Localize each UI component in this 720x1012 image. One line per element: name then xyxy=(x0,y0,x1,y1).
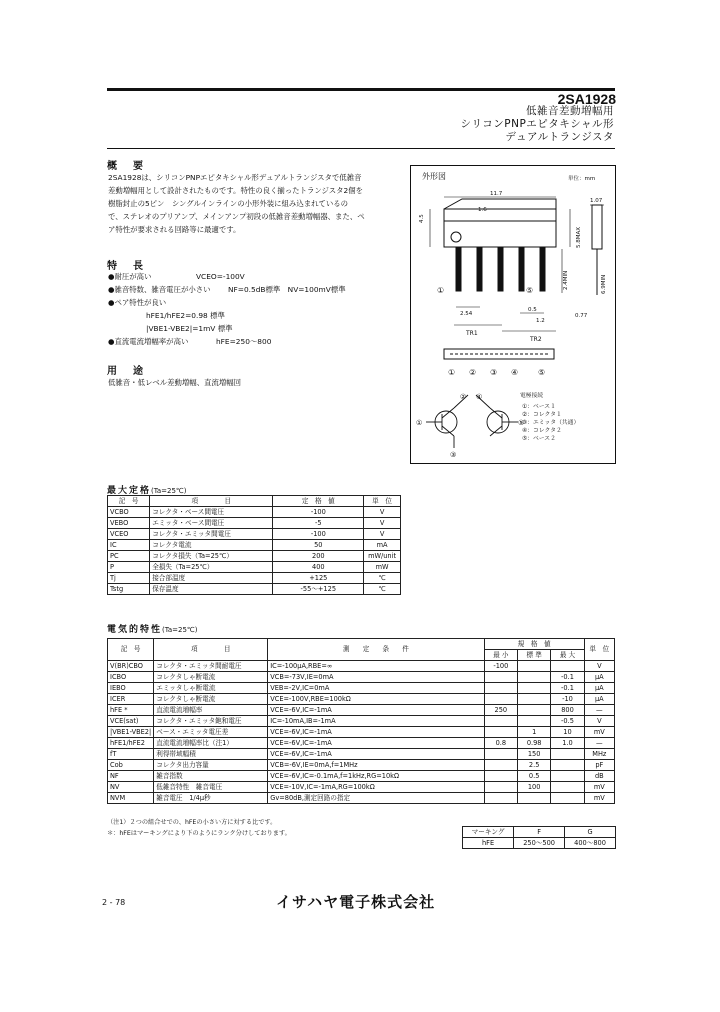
item-cell: コレクタ・エミッタ間電圧 xyxy=(150,529,273,540)
dim-label: 11.7 xyxy=(490,191,503,197)
symbol-cell: NV xyxy=(108,782,154,793)
value-cell: 200 xyxy=(273,551,364,562)
unit-cell: dB xyxy=(584,771,614,782)
table-row xyxy=(108,749,615,760)
max-cell: -0.5 xyxy=(551,716,584,727)
page-number: 2 - 78 xyxy=(102,898,126,907)
pin-legend-item: ①：ベース１ xyxy=(522,404,556,410)
feature-item xyxy=(108,296,408,309)
feature-item xyxy=(108,309,408,322)
table-row xyxy=(108,551,401,562)
column-header: 項 目 xyxy=(154,639,268,661)
typ-cell: 0.98 xyxy=(518,738,551,749)
symbol-cell: Tstg xyxy=(108,584,150,595)
symbol-cell: hFE1/hFE2 xyxy=(108,738,154,749)
max-cell xyxy=(551,771,584,782)
unit-cell: mV xyxy=(584,727,614,738)
typ-cell xyxy=(518,716,551,727)
overview-text xyxy=(108,171,408,236)
outline-heading: 外形図 xyxy=(422,172,446,181)
typ-cell xyxy=(518,661,551,672)
note-line: （注1）２つの組合せでの、hFEの小さい方に対する比です。 xyxy=(107,819,277,826)
column-header: 記 号 xyxy=(108,496,150,507)
max-cell: -0.1 xyxy=(551,672,584,683)
item-cell: 直流電流増幅率比（注1） xyxy=(154,738,268,749)
feature-item xyxy=(108,322,408,335)
unit-cell: V xyxy=(364,529,401,540)
symbol-cell: |VBE1-VBE2| xyxy=(108,727,154,738)
overview-line: 2SA1928は、シリコンPNPエピタキシャル形デュアルトランジスタで低雑音 xyxy=(108,173,362,182)
condition-cell: IC=-100μA,RBE=∞ xyxy=(268,661,484,672)
symbol-cell: IEBO xyxy=(108,683,154,694)
company-name: イサハヤ電子株式会社 xyxy=(276,893,436,911)
notes xyxy=(107,817,291,839)
pin-number: ⑤ xyxy=(538,368,546,377)
max-cell: -0.1 xyxy=(551,683,584,694)
table-header-row xyxy=(108,639,615,650)
symbol-cell: ICBO xyxy=(108,672,154,683)
min-cell xyxy=(484,683,517,694)
max-cell: 10 xyxy=(551,727,584,738)
table-row xyxy=(108,793,615,804)
item-cell: コレクタ電流 xyxy=(150,540,273,551)
pin-number: ② xyxy=(469,368,477,377)
features-list xyxy=(108,270,408,348)
marking-cell: 400〜800 xyxy=(565,838,616,849)
sub-column-header: 最 大 xyxy=(551,650,584,661)
feature-item xyxy=(108,335,408,348)
value-cell: -5 xyxy=(273,518,364,529)
condition-cell: VCE=-6V,IC=-0.1mA,f=1kHz,RG=10kΩ xyxy=(268,771,484,782)
unit-cell: pF xyxy=(584,760,614,771)
transistor-symbols xyxy=(426,395,518,448)
max-cell xyxy=(551,661,584,672)
overview-heading: 概 要 xyxy=(107,161,146,172)
symbol-cell: VCE(sat) xyxy=(108,716,154,727)
header-rule-bottom xyxy=(107,148,615,149)
max-cell xyxy=(551,782,584,793)
unit-cell: V xyxy=(364,518,401,529)
electrical-condition: (Ta=25℃) xyxy=(162,626,198,634)
unit-cell: MHz xyxy=(584,749,614,760)
outline-unit: 単位：mm xyxy=(568,176,596,182)
condition-cell: VCB=-6V,IE=0mA,f=1MHz xyxy=(268,760,484,771)
typ-cell xyxy=(518,694,551,705)
bottom-view xyxy=(444,349,554,359)
value-cell: -55〜+125 xyxy=(273,584,364,595)
item-cell: 雑音指数 xyxy=(154,771,268,782)
marking-table xyxy=(462,826,616,849)
feature-item xyxy=(108,283,408,296)
column-header: F xyxy=(514,827,565,838)
table-row xyxy=(108,573,401,584)
condition-cell: VCE=-6V,IC=-1mA xyxy=(268,705,484,716)
symbol-cell: IC xyxy=(108,540,150,551)
unit-cell: mA xyxy=(364,540,401,551)
column-header: 測 定 条 件 xyxy=(268,639,484,661)
column-header: 定 格 値 xyxy=(273,496,364,507)
unit-cell: ℃ xyxy=(364,584,401,595)
item-cell: コレクタ・エミッタ飽和電圧 xyxy=(154,716,268,727)
min-cell xyxy=(484,782,517,793)
subtitle xyxy=(461,105,615,144)
column-header: マーキング xyxy=(463,827,514,838)
symbol-cell: NVM xyxy=(108,793,154,804)
condition-cell: IC=-10mA,IB=-1mA xyxy=(268,716,484,727)
feature-label: ●ペア特性が良い xyxy=(108,298,167,307)
max-cell xyxy=(551,749,584,760)
min-cell xyxy=(484,793,517,804)
overview-line: 差動増幅用として設計されたものです。特性の良く揃ったトランジスタ2個を xyxy=(108,186,363,195)
unit-cell: ℃ xyxy=(364,573,401,584)
tr-label: TR2 xyxy=(530,336,542,343)
item-cell: コレクタ損失（Ta=25℃） xyxy=(150,551,273,562)
note-line: ＊：hFEはマーキングにより下のようにランク分けしております。 xyxy=(107,830,291,837)
feature-item xyxy=(108,270,408,283)
table-row xyxy=(108,661,615,672)
dim-label: 2.4MIN xyxy=(563,270,569,290)
max-ratings-condition: (Ta=25℃) xyxy=(151,487,187,495)
item-cell: 全損失（Ta=25℃） xyxy=(150,562,273,573)
pin-legend xyxy=(520,391,579,442)
dim-label: 4.5 xyxy=(419,214,425,223)
table-row xyxy=(108,672,615,683)
feature-label: ●雑音特数、雑音電圧が小さい xyxy=(108,285,211,294)
min-cell: 0.8 xyxy=(484,738,517,749)
min-cell xyxy=(484,749,517,760)
part-number: 2SA1928 xyxy=(557,91,616,107)
unit-cell: — xyxy=(584,738,614,749)
table-row xyxy=(108,760,615,771)
symbol-cell: Cob xyxy=(108,760,154,771)
dim-label: 1.07 xyxy=(590,198,603,204)
tr-label: TR1 xyxy=(466,330,478,337)
electrical-title xyxy=(107,622,198,635)
dim-label: 6.9MIN xyxy=(601,274,607,294)
pin-legend-item: ⑤：ベース２ xyxy=(522,436,556,442)
column-header: 規 格 値 xyxy=(484,639,584,650)
marking-cell: 250〜500 xyxy=(514,838,565,849)
item-cell: コレクタ・エミッタ間耐電圧 xyxy=(154,661,268,672)
pin-legend-title: 電極接続 xyxy=(520,393,544,399)
item-cell: ベース・エミッタ電圧差 xyxy=(154,727,268,738)
applications-text: 低雑音・低レベル差動増幅、直流増幅回 xyxy=(108,378,242,387)
unit-cell: μA xyxy=(584,694,614,705)
symbol-cell: VEBO xyxy=(108,518,150,529)
max-ratings-heading: 最大定格 xyxy=(107,486,152,496)
subtitle-line: デュアルトランジスタ xyxy=(505,131,614,143)
table-row xyxy=(108,683,615,694)
item-cell: 直流電流増幅率 xyxy=(154,705,268,716)
column-header: 単 位 xyxy=(584,639,614,661)
typ-cell: 1 xyxy=(518,727,551,738)
symbol-cell: Tj xyxy=(108,573,150,584)
typ-cell xyxy=(518,683,551,694)
table-row xyxy=(108,771,615,782)
table-row xyxy=(108,694,615,705)
typ-cell: 150 xyxy=(518,749,551,760)
column-header: 記 号 xyxy=(108,639,154,661)
max-ratings-table xyxy=(107,495,401,595)
pin-number: ① xyxy=(437,286,445,295)
item-cell: 利得帯域幅積 xyxy=(154,749,268,760)
min-cell: -100 xyxy=(484,661,517,672)
item-cell: 低雑音特性 雑音電圧 xyxy=(154,782,268,793)
unit-cell: μA xyxy=(584,683,614,694)
item-cell: エミッタ・ベース間電圧 xyxy=(150,518,273,529)
item-cell: 雑音電圧 1/4μ秒 xyxy=(154,793,268,804)
table-row xyxy=(108,562,401,573)
unit-cell: μA xyxy=(584,672,614,683)
min-cell xyxy=(484,771,517,782)
min-cell xyxy=(484,694,517,705)
min-cell xyxy=(484,672,517,683)
min-cell xyxy=(484,716,517,727)
feature-value: hFE1/hFE2=0.98 標準 xyxy=(146,311,225,320)
marking-cell: hFE xyxy=(463,838,514,849)
column-header: G xyxy=(565,827,616,838)
symbol-cell: PC xyxy=(108,551,150,562)
unit-cell: mV xyxy=(584,782,614,793)
pin-number: ⑤ xyxy=(526,286,534,295)
pin-number: ② xyxy=(460,393,467,401)
min-cell: 250 xyxy=(484,705,517,716)
feature-value: hFE=250〜800 xyxy=(216,337,272,346)
condition-cell: VCE=-6V,IC=-1mA xyxy=(268,749,484,760)
symbol-cell: hFE * xyxy=(108,705,154,716)
bottom-pin-numbers xyxy=(448,368,545,377)
condition-cell: VEB=-2V,IC=0mA xyxy=(268,683,484,694)
symbol-cell: NF xyxy=(108,771,154,782)
item-cell: エミッタしゃ断電流 xyxy=(154,683,268,694)
table-row xyxy=(108,727,615,738)
electrical-heading: 電気的特性 xyxy=(107,625,163,635)
applications-heading: 用 途 xyxy=(107,366,146,377)
table-row xyxy=(108,529,401,540)
pin-number: ③ xyxy=(450,451,457,459)
tr-labels xyxy=(465,330,542,343)
table-row xyxy=(108,507,401,518)
min-cell xyxy=(484,727,517,738)
table-row xyxy=(463,838,616,849)
typ-cell xyxy=(518,672,551,683)
condition-cell: VCE=-6V,IC=-1mA xyxy=(268,738,484,749)
item-cell: コレクタ・ベース間電圧 xyxy=(150,507,273,518)
symbol-cell: fT xyxy=(108,749,154,760)
dim-label: 2.54 xyxy=(460,311,473,317)
table-row xyxy=(108,584,401,595)
condition-cell: VCE=-10V,IC=-1mA,RG=100kΩ xyxy=(268,782,484,793)
max-cell: -10 xyxy=(551,694,584,705)
symbol-cell: VCBO xyxy=(108,507,150,518)
unit-cell: mW xyxy=(364,562,401,573)
feature-value: VCEO=-100V xyxy=(196,272,245,281)
sub-column-header: 最 小 xyxy=(484,650,517,661)
dim-label: 1.2 xyxy=(536,318,545,324)
symbol-cell: V(BR)CBO xyxy=(108,661,154,672)
condition-cell: VCE=-6V,IC=-1mA xyxy=(268,727,484,738)
feature-label: ●直流電流増幅率が高い xyxy=(108,337,189,346)
subtitle-line: シリコンPNPエピタキシャル形 xyxy=(460,118,614,130)
feature-label: ●耐圧が高い xyxy=(108,272,152,281)
pin-legend-item: ③：エミッタ（共通） xyxy=(522,420,580,426)
pin-number: ① xyxy=(448,368,456,377)
pin-number: ③ xyxy=(490,368,498,377)
header-rule-top xyxy=(107,88,615,91)
unit-cell: mV xyxy=(584,793,614,804)
min-cell xyxy=(484,760,517,771)
dimension-labels xyxy=(419,191,607,324)
item-cell: コレクタ出力容量 xyxy=(154,760,268,771)
unit-cell: V xyxy=(584,661,614,672)
overview-line: 樹脂封止の5ピン シングルインラインの小形外装に組み込まれているの xyxy=(108,199,349,208)
overview-line: で、ステレオのプリアンプ、メインアンプ初段の低雑音差動増幅器、また、ペ xyxy=(108,212,365,221)
pin-number: ④ xyxy=(476,393,483,401)
feature-value: |VBE1-VBE2|=1mV 標準 xyxy=(146,324,233,333)
table-header-row xyxy=(108,496,401,507)
package-body xyxy=(444,199,556,247)
features-heading: 特 長 xyxy=(107,261,146,272)
value-cell: +125 xyxy=(273,573,364,584)
condition-cell: VCE=-100V,RBE=100kΩ xyxy=(268,694,484,705)
value-cell: 50 xyxy=(273,540,364,551)
table-row xyxy=(108,705,615,716)
item-cell: 保存温度 xyxy=(150,584,273,595)
pin-legend-item: ②：コレクタ１ xyxy=(522,412,562,418)
value-cell: -100 xyxy=(273,507,364,518)
max-cell: 800 xyxy=(551,705,584,716)
unit-cell: V xyxy=(584,716,614,727)
symbol-cell: ICER xyxy=(108,694,154,705)
outline-drawing xyxy=(410,165,614,462)
unit-cell: V xyxy=(364,507,401,518)
feature-value: NF=0.5dB標準 NV=100mV標準 xyxy=(228,285,346,294)
unit-cell: mW/unit xyxy=(364,551,401,562)
dim-label: 1.6 xyxy=(478,207,487,213)
column-header: 単 位 xyxy=(364,496,401,507)
sub-column-header: 標 準 xyxy=(518,650,551,661)
item-cell: 接合部温度 xyxy=(150,573,273,584)
electrical-table xyxy=(107,638,615,804)
typ-cell xyxy=(518,793,551,804)
typ-cell xyxy=(518,705,551,716)
pin-number: ① xyxy=(416,419,423,427)
max-cell: 1.0 xyxy=(551,738,584,749)
dim-label: 0.5 xyxy=(528,307,537,313)
value-cell: -100 xyxy=(273,529,364,540)
subtitle-line: 低雑音差動増幅用 xyxy=(526,105,614,117)
typ-cell: 0.5 xyxy=(518,771,551,782)
item-cell: コレクタしゃ断電流 xyxy=(154,672,268,683)
table-row xyxy=(108,540,401,551)
table-row xyxy=(108,782,615,793)
typ-cell: 100 xyxy=(518,782,551,793)
pin-number: ⑤ xyxy=(518,419,525,427)
dim-label: 0.77 xyxy=(575,313,588,319)
max-cell xyxy=(551,793,584,804)
symbol-cell: VCEO xyxy=(108,529,150,540)
item-cell: コレクタしゃ断電流 xyxy=(154,694,268,705)
pin-number: ④ xyxy=(511,368,519,377)
max-cell xyxy=(551,760,584,771)
overview-line: ア特性が要求される回路等に最適です。 xyxy=(108,225,241,234)
typ-cell: 2.5 xyxy=(518,760,551,771)
unit-cell: — xyxy=(584,705,614,716)
condition-cell: Gv=80dB,測定回路の指定 xyxy=(268,793,484,804)
table-row xyxy=(108,738,615,749)
table-header-row xyxy=(463,827,616,838)
condition-cell: VCB=-73V,IE=0mA xyxy=(268,672,484,683)
column-header: 項 目 xyxy=(150,496,273,507)
table-row xyxy=(108,518,401,529)
package-leads xyxy=(456,247,545,291)
pin-legend-item: ④：コレクタ２ xyxy=(522,428,562,434)
dim-label: 5.8MAX xyxy=(576,226,582,248)
symbol-cell: P xyxy=(108,562,150,573)
value-cell: 400 xyxy=(273,562,364,573)
table-row xyxy=(108,716,615,727)
